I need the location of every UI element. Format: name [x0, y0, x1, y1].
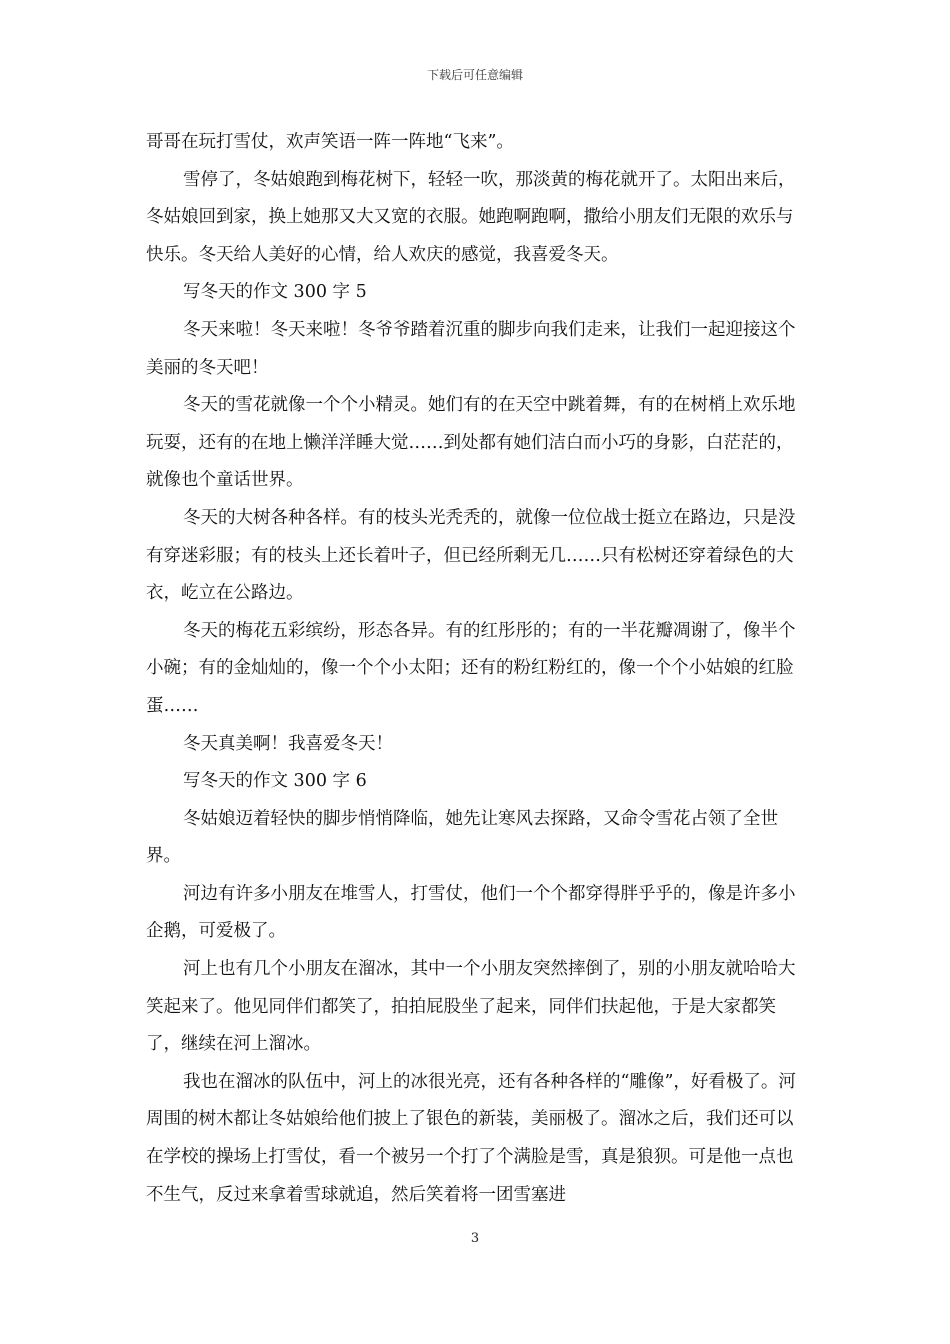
paragraph-12: 河上也有几个小朋友在溜冰，其中一个小朋友突然摔倒了，别的小朋友就哈哈大笑起来了。他见同伴们都笑了，拍拍屁股坐了起来，同伴们扶起他，于是大家都笑了，继续在河上溜冰。: [146, 959, 796, 1055]
paragraph-7: 冬天的梅花五彩缤纷，形态各异。有的红彤彤的；有的一半花瓣凋谢了，像半个小碗；有的金灿灿的，像一个个小太阳；还有的粉红粉红的，像一个个小姑娘的红脸蛋……: [146, 620, 796, 716]
paragraph-10: 冬姑娘迈着轻快的脚步悄悄降临，她先让寒风去探路，又命令雪花占领了全世界。: [146, 808, 778, 867]
paragraph-6: 冬天的大树各种各样。有的枝头光秃秃的，就像一位位战士挺立在路边，只是没有穿迷彩服；有的枝头上还长着叶子，但已经所剩无几……只有松树还穿着绿色的大衣，屹立在公路边。: [146, 507, 796, 604]
document-body: [146, 124, 806, 1214]
paragraph-5: 冬天的雪花就像一个个小精灵。她们有的在天空中跳着舞，有的在树梢上欢乐地玩耍，还有的在地上懒洋洋睡大觉……到处都有她们洁白而小巧的身影，白茫茫的，就像也个童话世界。: [146, 395, 796, 491]
paragraph-13: 我也在溜冰的队伍中，河上的冰很光亮，还有各种各样的“雕像”，好看极了。河周围的树木都让冬姑娘给他们披上了银色的新装，美丽极了。溜冰之后，我们还可以在学校的操场上打雪仗，看一个被另一个打了个满脸是雪，真是狼狈。可是他一点也不生气，反过来拿着雪球就追，然后笑着将一团雪塞进: [146, 1071, 796, 1205]
paragraph-1: 哥哥在玩打雪仗，欢声笑语一阵一阵地“飞来”。: [146, 132, 514, 152]
section-heading-5: 写冬天的作文 300 字 5: [183, 282, 367, 303]
page-number: 3: [470, 1231, 480, 1246]
page-header: 下载后可任意编辑: [426, 68, 523, 82]
paragraph-2: 雪停了，冬姑娘跑到梅花树下，轻轻一吹，那淡黄的梅花就开了。太阳出来后，冬姑娘回到家，换上她那又大又宽的衣服。她跑啊跑啊，撒给小朋友们无限的欢乐与快乐。冬天给人美好的心情，给人欢庆的感觉，我喜爱冬天。: [146, 169, 796, 265]
paragraph-4: 冬天来啦！冬天来啦！冬爷爷踏着沉重的脚步向我们走来，让我们一起迎接这个美丽的冬天吧！: [146, 319, 796, 378]
paragraph-11: 河边有许多小朋友在堆雪人，打雪仗，他们一个个都穿得胖乎乎的，像是许多小企鹅，可爱极了。: [146, 883, 796, 942]
paragraph-8: 冬天真美啊！我喜爱冬天！: [183, 733, 393, 754]
section-heading-6: 写冬天的作文 300 字 6: [183, 771, 367, 792]
